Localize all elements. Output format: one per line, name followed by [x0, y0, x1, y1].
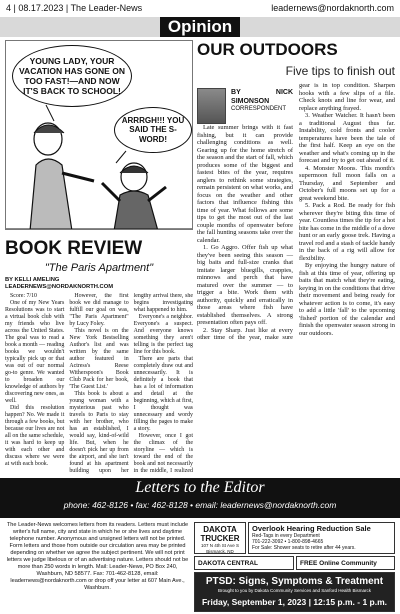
- ad-overlook-line2: For Sale: Shower seats to retire after 44 years.: [252, 545, 356, 551]
- book-review-author: BY KELLI AMELING: [5, 277, 60, 283]
- outdoors-role: CORRESPONDENT: [231, 106, 287, 112]
- outdoors-paragraph: 3. Weather Watcher. It hasn't been a traditional August thus far. Instability, cold fronts and cooler temperatures have been the tale of the first half. Keep an eye on the weather and what's coming up in the forecast and try to get out ahead of it.: [299, 112, 395, 164]
- outdoors-title: OUR OUTDOORS: [197, 40, 338, 59]
- book-review-subtitle: "The Paris Apartment": [44, 262, 154, 274]
- review-paragraph: However, the first book we did manage to fulfill our goal on was, "The Paris Apartment" by Lucy Foley.: [69, 293, 129, 327]
- ad-dakota-central[interactable]: DAKOTA CENTRAL: [194, 556, 294, 570]
- outdoors-paragraph: By enjoying the hungry nature of fish at this time of year, offering up baits that match what they're eating, keying in on the conditions that drive their movement and being ready for whatever action is to come, it's easy to add a little 'fall' to the upcoming 'fished' portion of the calendar and finish the openwater season strong in our outdoors.: [299, 262, 395, 337]
- book-review-byline: [5, 277, 114, 291]
- ad-ptsd-headline: PTSD: Signs, Symptoms & Treatment: [205, 576, 384, 587]
- review-paragraph: Score: 7/10: [10, 293, 37, 299]
- ad-dakota-trucker[interactable]: [194, 522, 246, 554]
- outdoors-subtitle: Five tips to finish out: [285, 64, 395, 78]
- review-paragraph: Everyone's a neighbor. Everyone's a suspect. And everyone knows something they aren't telling is the perfect tag line for this book.: [133, 314, 193, 355]
- outdoors-byline: [197, 88, 293, 124]
- outdoors-title-row: [197, 40, 395, 60]
- editorial-cartoon: [5, 40, 193, 230]
- ad-overlook-headline: Overlook Hearing Reduction Sale: [252, 524, 371, 533]
- ad-dakota-logo: DAKOTA TRUCKER: [200, 525, 240, 543]
- outdoors-article-body: [197, 82, 395, 472]
- page-header: [0, 0, 400, 16]
- outdoors-header: [197, 40, 395, 78]
- speech-bubble-mother: YOUNG LADY, YOUR VACATION HAS GONE ON TOO FAST!—AND NOW IT'S BACK TO SCHOOL!: [12, 45, 132, 107]
- outdoors-paragraph: Late summer brings with it fast fishing, but it can provide challenging conditions as well. Gearing up for the home stretch of the season and the start of fall, which produces some of the biggest and fastest bites of the year, requires anglers to rethink some strategies, remain persistent on what works, and focus on the weather and other factors that influence fishing this time of year. What follows are some tips to get the most out of the last couple months of openwater before the fall hunting seasons take over the calendar.: [197, 124, 293, 244]
- ad-free-online[interactable]: FREE Online Community: [296, 556, 395, 570]
- book-review-body: [5, 293, 193, 475]
- ad-dakota-detail: 107 N 4th St Ave S Bismarck, ND: [201, 543, 239, 554]
- letters-title: Letters to the Editor: [135, 479, 265, 496]
- ad-overlook-phone: 701-222-3092 • 1-800-898-4665: [252, 539, 324, 545]
- header-email-link[interactable]: leadernews@nordaknorth.com: [271, 3, 394, 13]
- outdoors-paragraph: 1. Go Aggro. Offer fish up what they've been seeing this season — big baits and full-size cranks that imitate larger bluegills, crappies, minnows and perch that have matured over the summer — to trigger a bite. Work them with authority, quickly and erratically in those areas where fish have established themselves. A strong presentation often pays off.: [197, 244, 293, 326]
- review-paragraph: This novel is on the New York Bestselling Author's list and was written by the same author featured in Actress's Reese Witherspoon's Book Club Pack for her book, 'The Guest List.': [69, 328, 129, 390]
- review-paragraph: This book is about a young woman with a mysterious past who travels to Paris to stay with her brother, who has an established, I would say, kind-of-wild life. But, when he doesn't pick her up from the airport, and she isn't found at his apartment building upon her lengthy arrival there, she begins investigating what happened to him.: [69, 293, 193, 474]
- review-paragraph: However, once I got the climax of the storyline — which is toward the end of the book and not necessarily in the middle, I realized: [133, 433, 193, 474]
- ad-ptsd-date: Friday, September 1, 2023 | 12:15 p.m. - 1 p.m.: [201, 597, 388, 607]
- book-review-title: BOOK REVIEW: [5, 238, 143, 259]
- outdoors-paragraph: 2. Stay Sharp. Just like at every other time of the year, make sure gear is in top condition. Sharpen hooks with a few slips of a file. Check knots and line for wear, and replace anything frayed.: [197, 82, 395, 341]
- letters-contact: phone: 462-8126 • fax: 462-8128 • email: leadernews@nordaknorth.com: [63, 500, 337, 510]
- section-title: Opinion: [160, 17, 240, 37]
- section-banner: [0, 17, 400, 37]
- letters-policy: The Leader-News welcomes letters from its readers. Letters must include writer's full name, city and state in which he or she lives and daytime telephone number. Anonymous and unsigned letters will not be printed. Form letters and those from outside our circulation area may be printed depending on whether we agree the subject pertinent. We will not print letters we judge libelous or of an advertising nature. Letters should not be more than 250 words in length. Mail: Leader-News, PO Box 240, Washburn, ND 58577. Fax: 701-462-8128, email: leadernews@nordaknorth.com or drop off your letter at 607 Main Ave., Washburn.: [6, 522, 189, 591]
- review-paragraph: Did this resolution happen? No. We made it through a few books, but because our lives are not all on the same schedule, it was hard to keep up with each other and discuss where we were at with each book.: [5, 405, 65, 467]
- ad-ptsd-subline: Brought to you by Dakota Community Services and Sanford Health Bismarck: [217, 588, 372, 593]
- letters-banner: [0, 478, 400, 518]
- speech-bubble-girl: ARRRGH!!! YOU SAID THE S-WORD!: [114, 107, 192, 153]
- ad-overlook[interactable]: [248, 522, 395, 554]
- ad-overlook-line1: Red-Tags in every Department: [252, 533, 320, 539]
- book-review-email[interactable]: LEADERNEWS@NORDAKNORTH.COM: [5, 284, 114, 290]
- ad-ptsd-event[interactable]: [194, 572, 395, 612]
- outdoors-paragraph: 4. Monster Moons. This month's supermoon full moon falls on a Thursday, and September and October's full moons set up for a great weekend bite.: [299, 164, 395, 202]
- outdoors-author: BY NICK SIMONSON: [231, 89, 293, 105]
- review-paragraph: There are parts that completely draw out and unnecessarily. It is definitely a book that has a lot of information and detail at the beginning, which at first, I thought was unnecessary and wordy filling the pages to make a story.: [133, 356, 193, 432]
- page-date: 4 | 08.17.2023 | The Leader-News: [6, 3, 143, 13]
- review-paragraph: One of my New Years Resolutions was to start a virtual book club with my friends who live across the United States. The goal was to read a book a month — reading books we wouldn't typically pick up or that was out of our normal go-to genre. We wanted to broaden our knowledge of authors by discovering new ones, as well.: [5, 300, 65, 404]
- author-photo: [197, 88, 226, 124]
- outdoors-paragraph: 5. Pack a Rod. Be ready for fish wherever they're biting this time of year. Countless times the tip for a hot bite has come in the middle of a dove hunt or an early goose trek. Having a travel rod and a stash of tackle handy in the back of a rig will allow for flexibility.: [299, 202, 395, 262]
